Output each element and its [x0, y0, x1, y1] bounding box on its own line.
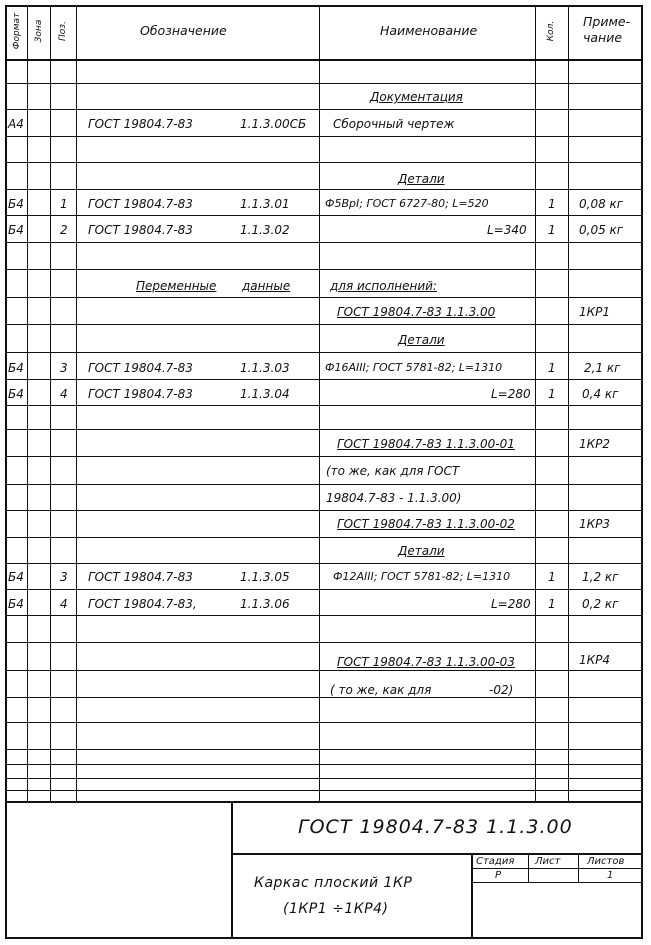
row-note: 0,05 кг: [579, 223, 624, 237]
row-designation: ГОСТ 19804.7-83,: [88, 597, 197, 611]
title-block-name-line1: Каркас плоский 1КР: [254, 875, 413, 891]
variable-data-left: Переменные: [136, 279, 217, 293]
row-line: [6, 429, 642, 430]
row-format: А4: [8, 117, 24, 131]
variant-comment: (то же, как для ГОСТ: [326, 464, 460, 478]
row-line: [6, 269, 642, 270]
row-qty: 1: [548, 361, 556, 375]
variant-designation: ГОСТ 19804.7-83 1.1.3.00-02: [337, 517, 515, 531]
header-designation: Обозначение: [140, 23, 227, 38]
header-pos: Поз.: [58, 21, 68, 41]
title-block-sheet-label: Лист: [535, 856, 561, 867]
title-block-designation: ГОСТ 19804.7-83 1.1.3.00: [298, 816, 573, 838]
row-pos: 4: [60, 387, 68, 401]
variant-designation: ГОСТ 19804.7-83 1.1.3.00: [337, 305, 496, 319]
row-designation: ГОСТ 19804.7-83: [88, 117, 193, 131]
row-line: [6, 510, 642, 511]
row-note: 0,08 кг: [579, 197, 624, 211]
row-code: 1.1.3.02: [240, 223, 290, 237]
title-block-stage-value: Р: [495, 870, 502, 881]
row-code: 1.1.3.06: [240, 597, 290, 611]
variant-note: 1КР1: [579, 305, 611, 319]
row-designation: ГОСТ 19804.7-83: [88, 197, 193, 211]
col-divider: [568, 6, 569, 802]
row-line: [6, 670, 642, 671]
header-qty: Кол.: [546, 20, 556, 42]
variant-note: 1КР2: [579, 437, 611, 451]
row-designation: ГОСТ 19804.7-83: [88, 223, 193, 237]
row-line: [6, 352, 642, 353]
row-pos: 2: [60, 223, 68, 237]
title-block-stage-label: Стадия: [476, 856, 515, 867]
variant-comment: 19804.7-83 - 1.1.3.00): [326, 491, 462, 505]
row-code: 1.1.3.05: [240, 570, 290, 584]
col-divider: [319, 6, 320, 802]
row-name: Сборочный чертеж: [333, 117, 455, 131]
section-details: Детали: [398, 544, 445, 558]
row-code: 1.1.3.00СБ: [240, 117, 307, 131]
row-line: [6, 136, 642, 137]
row-qty: 1: [548, 223, 556, 237]
row-line: [6, 589, 642, 590]
row-line: [6, 790, 642, 791]
row-name: Ф12АIII; ГОСТ 5781-82; L=1310: [333, 570, 511, 583]
variant-note: 1КР3: [579, 517, 611, 531]
row-line: [6, 297, 642, 298]
row-designation: ГОСТ 19804.7-83: [88, 361, 193, 375]
header-zone: Зона: [34, 19, 44, 43]
title-block-divider: [578, 854, 579, 883]
title-block-divider: [231, 802, 233, 938]
row-note: 0,2 кг: [582, 597, 619, 611]
row-line: [6, 189, 642, 190]
row-pos: 1: [60, 197, 68, 211]
row-format: Б4: [8, 597, 24, 611]
title-block-line: [232, 853, 642, 855]
row-pos: 4: [60, 597, 68, 611]
row-name: Ф5ВрI; ГОСТ 6727-80; L=520: [325, 197, 489, 210]
variant-comment: -02): [489, 683, 514, 697]
header-format: Формат: [12, 12, 22, 50]
row-code: 1.1.3.03: [240, 361, 290, 375]
row-line: [6, 484, 642, 485]
row-name: L=280: [491, 597, 531, 611]
variant-comment: ( то же, как для: [330, 683, 432, 697]
row-note: 0,4 кг: [582, 387, 619, 401]
row-format: Б4: [8, 570, 24, 584]
variant-designation: ГОСТ 19804.7-83 1.1.3.00-03: [337, 655, 515, 669]
row-line: [6, 215, 642, 216]
header-note-line1: Приме-: [583, 14, 631, 29]
row-line: [6, 722, 642, 723]
row-line: [6, 615, 642, 616]
title-block-sheets-label: Листов: [587, 856, 625, 867]
variable-data-name: для исполнений:: [330, 279, 437, 293]
row-line: [6, 563, 642, 564]
col-divider: [50, 6, 51, 802]
row-line: [6, 764, 642, 765]
row-code: 1.1.3.01: [240, 197, 290, 211]
col-divider: [27, 6, 28, 802]
row-format: Б4: [8, 361, 24, 375]
row-qty: 1: [548, 570, 556, 584]
drawing-frame: [5, 5, 643, 939]
row-designation: ГОСТ 19804.7-83: [88, 387, 193, 401]
row-designation: ГОСТ 19804.7-83: [88, 570, 193, 584]
title-block-divider: [471, 854, 473, 938]
row-qty: 1: [548, 597, 556, 611]
header-name: Наименование: [380, 23, 478, 38]
row-pos: 3: [60, 570, 68, 584]
title-block-name-line2: (1КР1 ÷1КР4): [283, 901, 389, 917]
row-name: L=280: [491, 387, 531, 401]
title-block-sheets-value: 1: [607, 870, 614, 881]
row-line: [6, 162, 642, 163]
row-line: [6, 324, 642, 325]
section-details: Детали: [398, 172, 445, 186]
row-qty: 1: [548, 197, 556, 211]
row-code: 1.1.3.04: [240, 387, 290, 401]
row-line: [6, 242, 642, 243]
section-documentation: Документация: [370, 90, 463, 104]
row-line: [6, 379, 642, 380]
variant-designation: ГОСТ 19804.7-83 1.1.3.00-01: [337, 437, 515, 451]
variant-note: 1КР4: [579, 653, 611, 667]
row-line: [6, 537, 642, 538]
section-details: Детали: [398, 333, 445, 347]
row-line: [6, 749, 642, 750]
row-line: [6, 642, 642, 643]
row-note: 1,2 кг: [582, 570, 619, 584]
header-note-line2: чание: [583, 30, 623, 45]
title-block-top-line: [6, 801, 642, 803]
title-block-divider: [528, 854, 529, 883]
header-bottom-line: [6, 59, 642, 61]
row-format: Б4: [8, 223, 24, 237]
row-pos: 3: [60, 361, 68, 375]
row-format: Б4: [8, 387, 24, 401]
row-note: 2,1 кг: [584, 361, 621, 375]
col-divider: [535, 6, 536, 802]
row-qty: 1: [548, 387, 556, 401]
row-line: [6, 778, 642, 779]
row-name: L=340: [487, 223, 527, 237]
row-name: Ф16АIII; ГОСТ 5781-82; L=1310: [325, 361, 503, 374]
row-line: [6, 697, 642, 698]
row-format: Б4: [8, 197, 24, 211]
row-line: [6, 405, 642, 406]
row-line: [6, 109, 642, 110]
row-line: [6, 83, 642, 84]
col-divider: [76, 6, 77, 802]
variable-data-mid: данные: [242, 279, 291, 293]
row-line: [6, 456, 642, 457]
